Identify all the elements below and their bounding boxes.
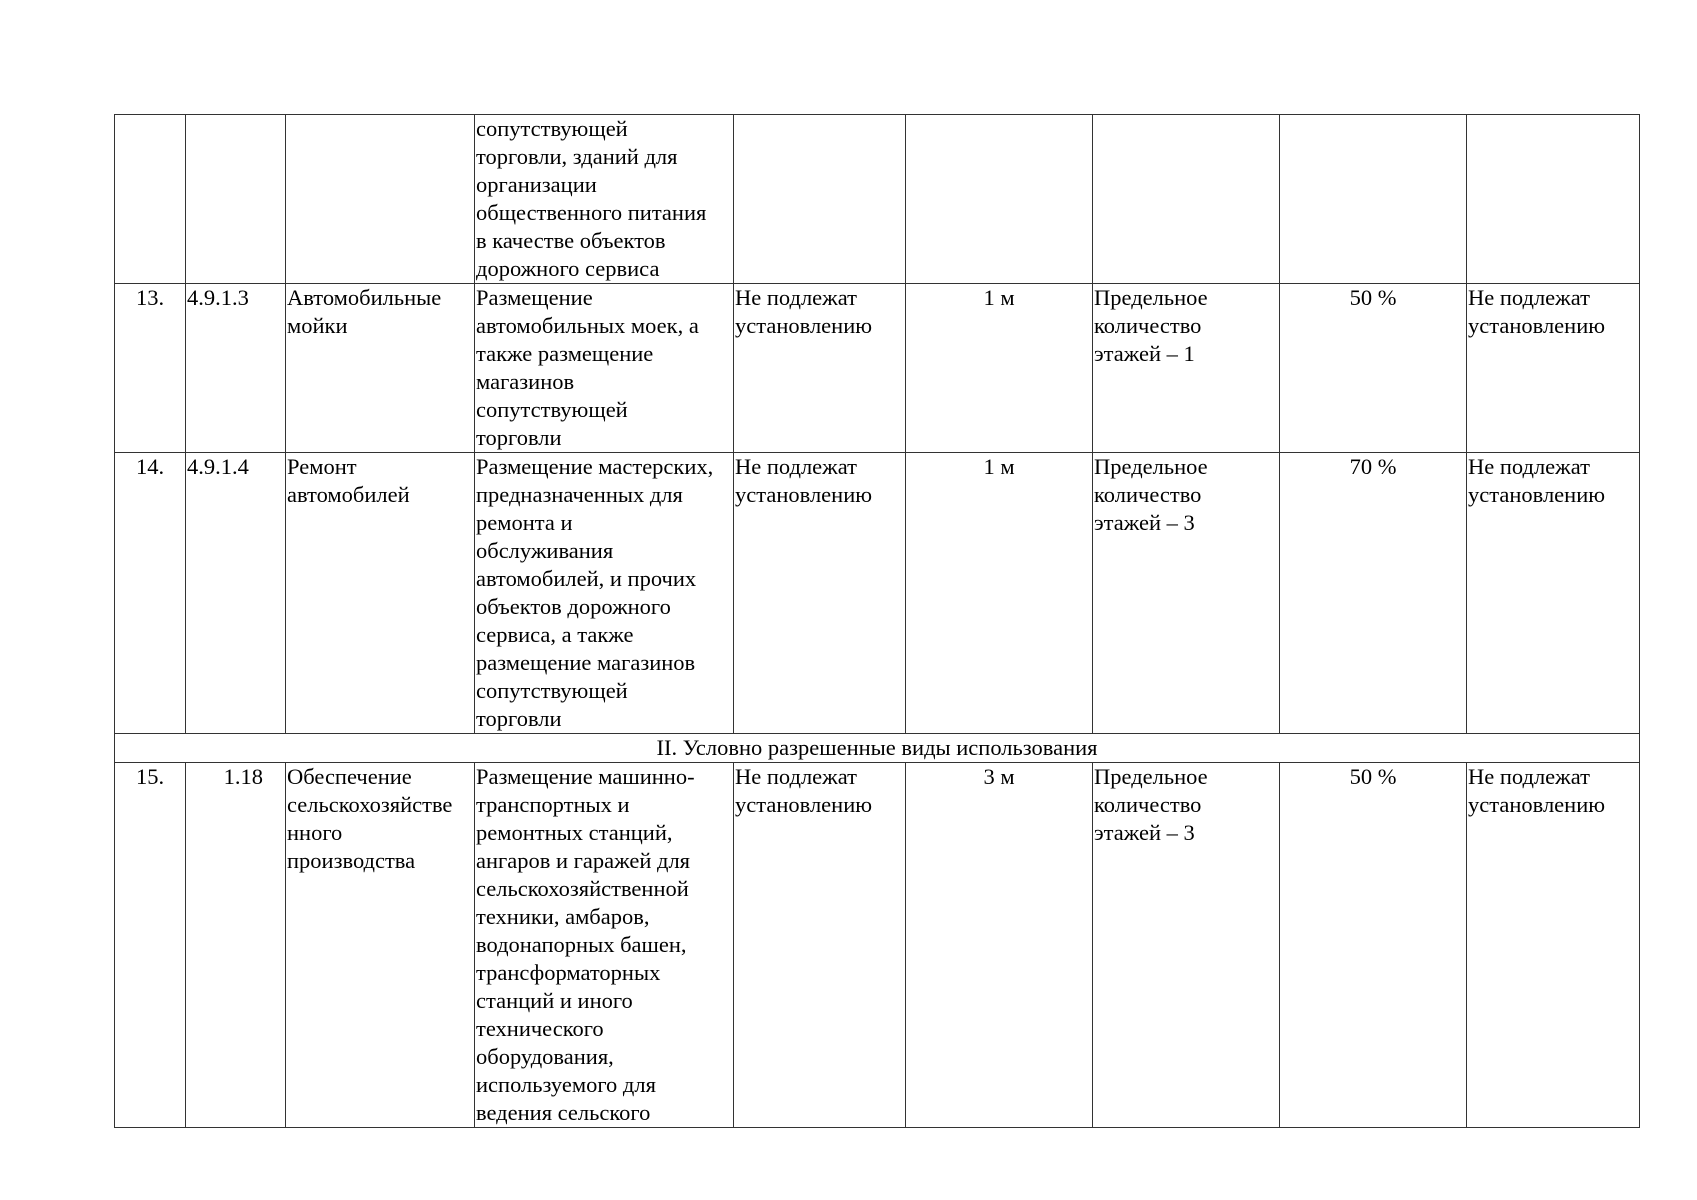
description-cell: Размещение мастерских, предназначенных для ремонта и обслуживания автомобилей, и прочих объектов дорожного сервиса, а также размещение магазинов сопутствующей торговли bbox=[475, 453, 734, 734]
coverage-cell: 50 % bbox=[1280, 763, 1467, 1128]
code-cell bbox=[186, 115, 286, 284]
use-name-cell bbox=[286, 115, 475, 284]
description-cell: Размещение машинно- транспортных и ремонтных станций, ангаров и гаражей для сельскохозяйственной техники, амбаров, водонапорных башен, трансформаторных станций и иного технического оборудования, используемого для ведения сельского bbox=[475, 763, 734, 1128]
other-cell: Не подлежат установлению bbox=[1467, 453, 1640, 734]
section-heading: II. Условно разрешенные виды использования bbox=[115, 734, 1640, 763]
floors-cell: Предельное количество этажей – 1 bbox=[1093, 284, 1280, 453]
area-cell: Не подлежат установлению bbox=[734, 763, 906, 1128]
table-row-15 bbox=[115, 763, 1640, 1128]
land-use-table bbox=[114, 114, 1640, 1128]
floors-cell: Предельное количество этажей – 3 bbox=[1093, 453, 1280, 734]
code-cell: 4.9.1.4 bbox=[186, 453, 286, 734]
row-number-cell bbox=[115, 115, 186, 284]
other-cell bbox=[1467, 115, 1640, 284]
setback-cell: 1 м bbox=[906, 284, 1093, 453]
row-number-cell: 13. bbox=[115, 284, 186, 453]
use-name-cell: Ремонт автомобилей bbox=[286, 453, 475, 734]
table-row-14 bbox=[115, 453, 1640, 734]
code-cell: 4.9.1.3 bbox=[186, 284, 286, 453]
use-name-cell: Обеспечение сельскохозяйстве нного производства bbox=[286, 763, 475, 1128]
setback-cell: 1 м bbox=[906, 453, 1093, 734]
row-number-cell: 14. bbox=[115, 453, 186, 734]
other-cell: Не подлежат установлению bbox=[1467, 284, 1640, 453]
code-cell: 1.18 bbox=[186, 763, 286, 1128]
description-cell: сопутствующей торговли, зданий для организации общественного питания в качестве объектов дорожного сервиса bbox=[475, 115, 734, 284]
coverage-cell: 50 % bbox=[1280, 284, 1467, 453]
setback-cell bbox=[906, 115, 1093, 284]
area-cell bbox=[734, 115, 906, 284]
area-cell: Не подлежат установлению bbox=[734, 453, 906, 734]
coverage-cell: 70 % bbox=[1280, 453, 1467, 734]
other-cell: Не подлежат установлению bbox=[1467, 763, 1640, 1128]
row-number-cell: 15. bbox=[115, 763, 186, 1128]
table-row-13 bbox=[115, 284, 1640, 453]
area-cell: Не подлежат установлению bbox=[734, 284, 906, 453]
section-heading-row bbox=[115, 734, 1640, 763]
description-cell: Размещение автомобильных моек, а также размещение магазинов сопутствующей торговли bbox=[475, 284, 734, 453]
coverage-cell bbox=[1280, 115, 1467, 284]
setback-cell: 3 м bbox=[906, 763, 1093, 1128]
table-row-continuation bbox=[115, 115, 1640, 284]
floors-cell: Предельное количество этажей – 3 bbox=[1093, 763, 1280, 1128]
floors-cell bbox=[1093, 115, 1280, 284]
use-name-cell: Автомобильные мойки bbox=[286, 284, 475, 453]
